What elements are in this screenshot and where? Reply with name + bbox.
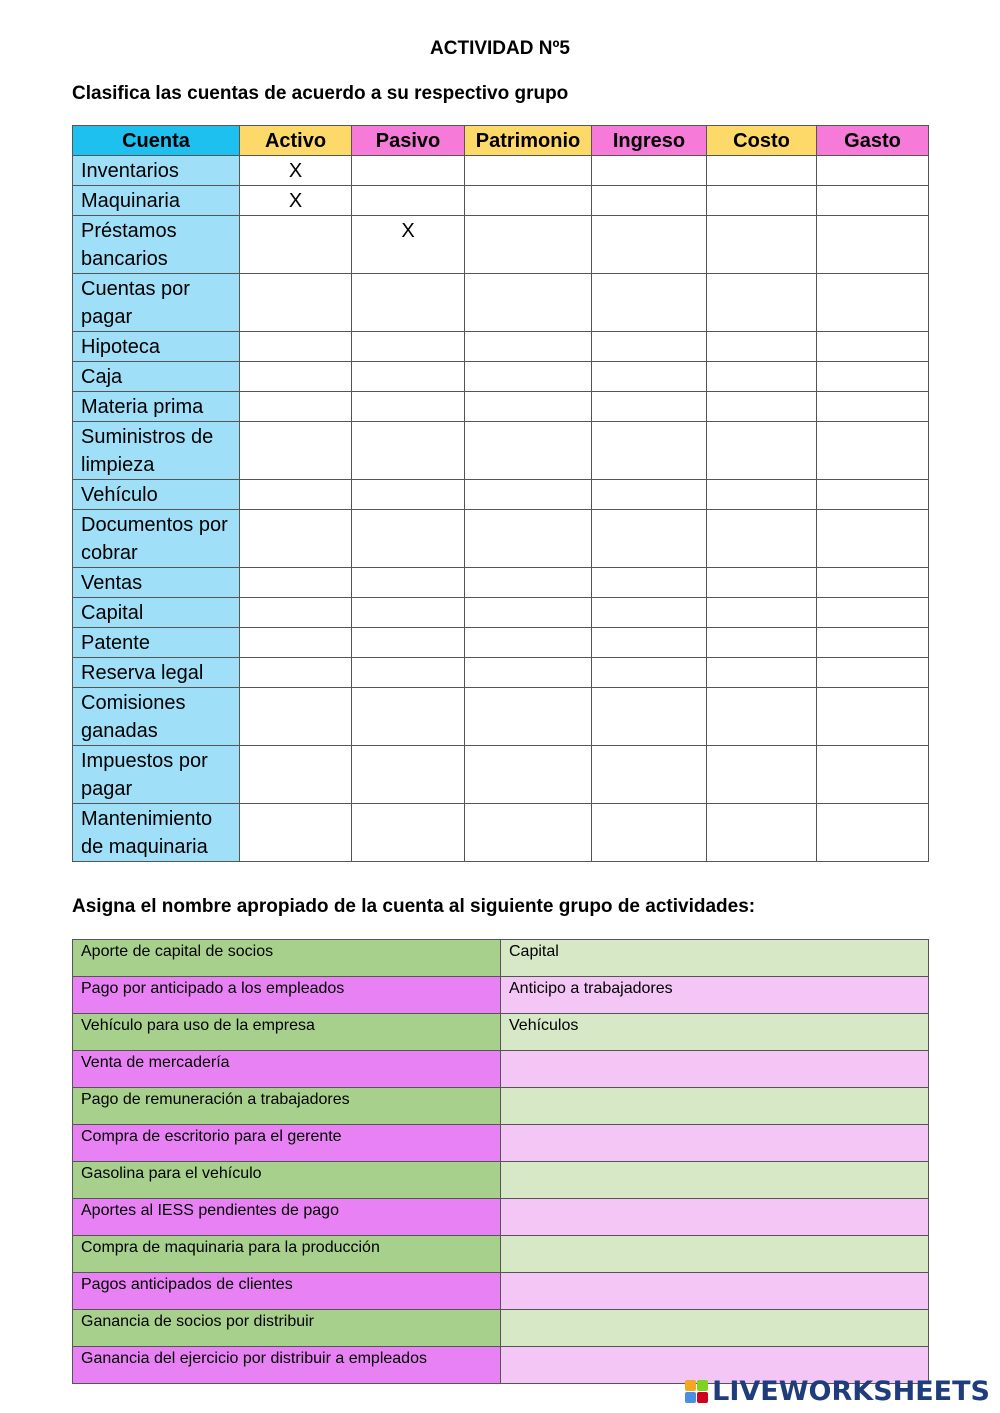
classification-cell-costo[interactable] — [707, 688, 817, 746]
classification-cell-patrimonio[interactable] — [465, 804, 592, 862]
classification-cell-costo[interactable] — [707, 216, 817, 274]
classification-cell-gasto[interactable] — [817, 480, 929, 510]
activity-description: Aportes al IESS pendientes de pago — [73, 1199, 501, 1236]
account-name: Materia prima — [73, 392, 240, 422]
classification-cell-pasivo[interactable] — [352, 746, 465, 804]
classification-cell-patrimonio[interactable] — [465, 186, 592, 216]
classification-cell-pasivo[interactable] — [352, 658, 465, 688]
activity-description: Gasolina para el vehículo — [73, 1162, 501, 1199]
classification-cell-gasto[interactable] — [817, 598, 929, 628]
classification-cell-patrimonio[interactable] — [465, 216, 592, 274]
classification-cell-patrimonio[interactable] — [465, 688, 592, 746]
activity-description: Aporte de capital de socios — [73, 940, 501, 977]
classification-cell-gasto[interactable] — [817, 804, 929, 862]
classification-cell-ingreso[interactable] — [592, 628, 707, 658]
classification-cell-activo[interactable] — [240, 658, 352, 688]
classification-cell-pasivo[interactable] — [352, 480, 465, 510]
classification-cell-gasto[interactable] — [817, 332, 929, 362]
header-cuenta: Cuenta — [73, 126, 240, 156]
table-row — [73, 1199, 929, 1236]
assign-table — [72, 939, 929, 1384]
table-row — [73, 1162, 929, 1199]
classification-cell-gasto[interactable] — [817, 156, 929, 186]
classification-cell-gasto[interactable] — [817, 362, 929, 392]
classification-cell-activo[interactable] — [240, 332, 352, 362]
classification-cell-ingreso[interactable] — [592, 216, 707, 274]
liveworksheets-logo — [685, 1376, 990, 1407]
account-name: Capital — [73, 598, 240, 628]
activity-description: Venta de mercadería — [73, 1051, 501, 1088]
table-row — [73, 274, 929, 332]
classify-table — [72, 125, 929, 862]
classification-cell-activo[interactable] — [240, 362, 352, 392]
instruction-classify: Clasifica las cuentas de acuerdo a su respectivo grupo — [72, 83, 569, 104]
classification-cell-ingreso[interactable] — [592, 274, 707, 332]
classification-cell-patrimonio[interactable] — [465, 392, 592, 422]
classification-cell-pasivo[interactable] — [352, 274, 465, 332]
classification-cell-patrimonio[interactable] — [465, 598, 592, 628]
account-name: Vehículo — [73, 480, 240, 510]
account-name: Impuestos por pagar — [73, 746, 240, 804]
account-answer-field[interactable] — [501, 1310, 929, 1347]
account-answer-field[interactable] — [501, 1162, 929, 1199]
classification-cell-ingreso[interactable] — [592, 392, 707, 422]
classification-cell-activo[interactable]: X — [240, 186, 352, 216]
logo-text: LIVEWORKSHEETS — [712, 1376, 990, 1407]
account-name: Maquinaria — [73, 186, 240, 216]
classification-cell-patrimonio[interactable] — [465, 332, 592, 362]
classification-cell-activo[interactable] — [240, 598, 352, 628]
classification-cell-patrimonio[interactable] — [465, 156, 592, 186]
classification-cell-costo[interactable] — [707, 598, 817, 628]
classification-cell-pasivo[interactable] — [352, 392, 465, 422]
classification-cell-activo[interactable] — [240, 746, 352, 804]
classification-cell-costo[interactable] — [707, 186, 817, 216]
classification-cell-patrimonio[interactable] — [465, 510, 592, 568]
table-row — [73, 804, 929, 862]
classification-cell-ingreso[interactable] — [592, 332, 707, 362]
account-name: Ventas — [73, 568, 240, 598]
table-row — [73, 392, 929, 422]
classification-cell-ingreso[interactable] — [592, 186, 707, 216]
classification-cell-costo[interactable] — [707, 480, 817, 510]
classification-cell-activo[interactable] — [240, 422, 352, 480]
activity-description: Pagos anticipados de clientes — [73, 1273, 501, 1310]
classification-cell-pasivo[interactable] — [352, 332, 465, 362]
classification-cell-costo[interactable] — [707, 274, 817, 332]
header-patrimonio: Patrimonio — [465, 126, 592, 156]
classification-cell-patrimonio[interactable] — [465, 274, 592, 332]
classification-cell-costo[interactable] — [707, 392, 817, 422]
classification-cell-patrimonio[interactable] — [465, 422, 592, 480]
classification-cell-costo[interactable] — [707, 510, 817, 568]
table-row — [73, 1273, 929, 1310]
account-name: Préstamos bancarios — [73, 216, 240, 274]
classification-cell-activo[interactable] — [240, 628, 352, 658]
classification-cell-gasto[interactable] — [817, 628, 929, 658]
classification-cell-costo[interactable] — [707, 658, 817, 688]
page-title: ACTIVIDAD Nº5 — [430, 38, 570, 59]
classification-cell-patrimonio[interactable] — [465, 568, 592, 598]
classification-cell-gasto[interactable] — [817, 688, 929, 746]
classification-cell-ingreso[interactable] — [592, 688, 707, 746]
table-row — [73, 1125, 929, 1162]
classification-cell-costo[interactable] — [707, 156, 817, 186]
classification-cell-pasivo[interactable] — [352, 598, 465, 628]
account-answer-field[interactable] — [501, 1088, 929, 1125]
classification-cell-gasto[interactable] — [817, 422, 929, 480]
table-row — [73, 746, 929, 804]
classification-cell-costo[interactable] — [707, 804, 817, 862]
account-answer-field[interactable] — [501, 1273, 929, 1310]
classification-cell-activo[interactable] — [240, 480, 352, 510]
classification-cell-ingreso[interactable] — [592, 422, 707, 480]
activity-description: Compra de maquinaria para la producción — [73, 1236, 501, 1273]
classification-cell-pasivo[interactable] — [352, 688, 465, 746]
classification-cell-pasivo[interactable]: X — [352, 216, 465, 274]
classification-cell-gasto[interactable] — [817, 274, 929, 332]
table-row — [73, 688, 929, 746]
classification-cell-patrimonio[interactable] — [465, 362, 592, 392]
classification-cell-ingreso[interactable] — [592, 598, 707, 628]
table-row — [73, 658, 929, 688]
table-row — [73, 1236, 929, 1273]
classification-cell-costo[interactable] — [707, 362, 817, 392]
classification-cell-patrimonio[interactable] — [465, 658, 592, 688]
account-name: Inventarios — [73, 156, 240, 186]
account-name: Hipoteca — [73, 332, 240, 362]
activity-description: Pago de remuneración a trabajadores — [73, 1088, 501, 1125]
classification-cell-activo[interactable] — [240, 568, 352, 598]
header-costo: Costo — [707, 126, 817, 156]
classification-cell-pasivo[interactable] — [352, 510, 465, 568]
activity-description: Compra de escritorio para el gerente — [73, 1125, 501, 1162]
classification-cell-gasto[interactable] — [817, 746, 929, 804]
classification-cell-pasivo[interactable] — [352, 628, 465, 658]
table-row — [73, 598, 929, 628]
table-row — [73, 1051, 929, 1088]
classification-cell-ingreso[interactable] — [592, 658, 707, 688]
classification-cell-pasivo[interactable] — [352, 422, 465, 480]
classification-cell-gasto[interactable] — [817, 568, 929, 598]
classification-cell-gasto[interactable] — [817, 510, 929, 568]
classification-cell-activo[interactable] — [240, 688, 352, 746]
logo-mark-icon — [685, 1380, 708, 1403]
classification-cell-pasivo[interactable] — [352, 156, 465, 186]
table-row — [73, 362, 929, 392]
table-row — [73, 568, 929, 598]
table-header-row — [73, 126, 929, 156]
account-name: Reserva legal — [73, 658, 240, 688]
account-answer-field[interactable]: Capital — [501, 940, 929, 977]
account-name: Cuentas por pagar — [73, 274, 240, 332]
account-answer-field[interactable]: Anticipo a trabajadores — [501, 977, 929, 1014]
classification-cell-activo[interactable] — [240, 804, 352, 862]
table-row — [73, 422, 929, 480]
table-row — [73, 628, 929, 658]
classification-cell-ingreso[interactable] — [592, 804, 707, 862]
instruction-assign: Asigna el nombre apropiado de la cuenta al siguiente grupo de actividades: — [72, 896, 756, 917]
table-row — [73, 480, 929, 510]
classification-cell-costo[interactable] — [707, 628, 817, 658]
table-row — [73, 186, 929, 216]
classification-cell-gasto[interactable] — [817, 216, 929, 274]
activity-description: Ganancia de socios por distribuir — [73, 1310, 501, 1347]
header-gasto: Gasto — [817, 126, 929, 156]
classification-cell-costo[interactable] — [707, 746, 817, 804]
account-name: Documentos por cobrar — [73, 510, 240, 568]
activity-description: Vehículo para uso de la empresa — [73, 1014, 501, 1051]
account-answer-field[interactable] — [501, 1125, 929, 1162]
classification-cell-pasivo[interactable] — [352, 186, 465, 216]
classification-cell-patrimonio[interactable] — [465, 628, 592, 658]
account-name: Mantenimiento de maquinaria — [73, 804, 240, 862]
classification-cell-ingreso[interactable] — [592, 480, 707, 510]
account-name: Comisiones ganadas — [73, 688, 240, 746]
table-row — [73, 977, 929, 1014]
activity-description: Ganancia del ejercicio por distribuir a empleados — [73, 1347, 501, 1384]
account-name: Suministros de limpieza — [73, 422, 240, 480]
header-activo: Activo — [240, 126, 352, 156]
classification-cell-pasivo[interactable] — [352, 804, 465, 862]
classification-cell-ingreso[interactable] — [592, 568, 707, 598]
table-row — [73, 1310, 929, 1347]
classification-cell-ingreso[interactable] — [592, 362, 707, 392]
table-row — [73, 216, 929, 274]
header-pasivo: Pasivo — [352, 126, 465, 156]
table-row — [73, 510, 929, 568]
account-answer-field[interactable] — [501, 1051, 929, 1088]
classification-cell-costo[interactable] — [707, 568, 817, 598]
classification-cell-costo[interactable] — [707, 332, 817, 362]
account-answer-field[interactable] — [501, 1236, 929, 1273]
classification-cell-patrimonio[interactable] — [465, 746, 592, 804]
account-answer-field[interactable]: Vehículos — [501, 1014, 929, 1051]
classification-cell-costo[interactable] — [707, 422, 817, 480]
table-row — [73, 1014, 929, 1051]
account-name: Caja — [73, 362, 240, 392]
classification-cell-ingreso[interactable] — [592, 156, 707, 186]
classification-cell-activo[interactable] — [240, 216, 352, 274]
account-name: Patente — [73, 628, 240, 658]
classification-cell-activo[interactable] — [240, 510, 352, 568]
header-ingreso: Ingreso — [592, 126, 707, 156]
classification-cell-gasto[interactable] — [817, 186, 929, 216]
table-row — [73, 156, 929, 186]
classification-cell-activo[interactable] — [240, 274, 352, 332]
classification-cell-pasivo[interactable] — [352, 362, 465, 392]
activity-description: Pago por anticipado a los empleados — [73, 977, 501, 1014]
table-row — [73, 940, 929, 977]
classification-cell-activo[interactable]: X — [240, 156, 352, 186]
table-row — [73, 1088, 929, 1125]
classification-cell-pasivo[interactable] — [352, 568, 465, 598]
classification-cell-ingreso[interactable] — [592, 746, 707, 804]
classification-cell-gasto[interactable] — [817, 392, 929, 422]
classification-cell-patrimonio[interactable] — [465, 480, 592, 510]
table-row — [73, 332, 929, 362]
account-answer-field[interactable] — [501, 1199, 929, 1236]
classification-cell-gasto[interactable] — [817, 658, 929, 688]
classification-cell-ingreso[interactable] — [592, 510, 707, 568]
classification-cell-activo[interactable] — [240, 392, 352, 422]
